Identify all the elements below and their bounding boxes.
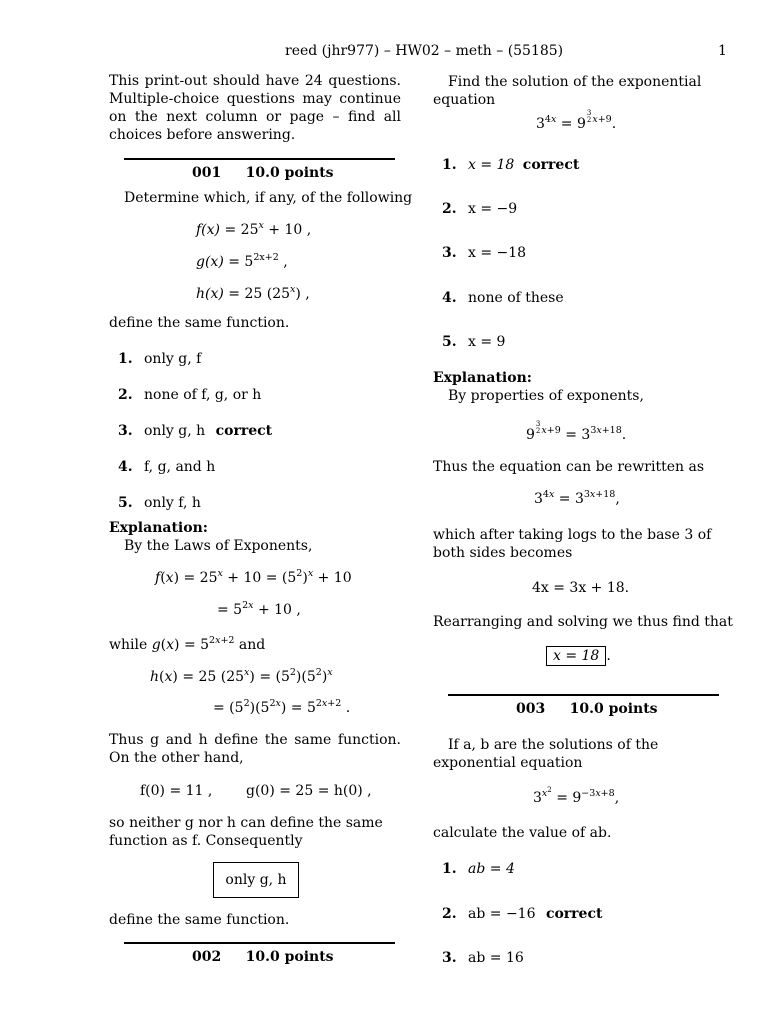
page-header [285, 42, 595, 60]
q2-choice-3[interactable]: 3. x = −18 [442, 245, 527, 261]
q2-heading [192, 948, 392, 966]
q2-prompt: Find the solution of the exponential equation [433, 74, 702, 108]
q3-choice-3[interactable]: 3. ab = 16 [442, 950, 524, 966]
q2-number: 002 [192, 949, 222, 965]
q1-deriv-h-1: h(x) = 25 $(25^x) = (5^2)(5^2)^x$ [150, 667, 333, 685]
q1-neither-text: so neither g nor h can define the same function as f. Consequently [109, 815, 383, 849]
q1-eq-g: $g(x) = 5^{2x+2}$ , [196, 252, 288, 270]
q2-choice-5[interactable]: 5. x = 9 [442, 334, 506, 350]
q3-choice-1[interactable]: 1. ab = 4 [442, 861, 515, 877]
q1-choice-2[interactable]: 2. none of f, g, or h [118, 387, 262, 403]
q3-rule [448, 694, 719, 696]
q1-number: 001 [192, 165, 222, 181]
q1-heading [192, 164, 392, 182]
q1-deriv-h-2: = $(5^2)(5^{2x}) = 5^{2x+2}$ . [213, 698, 351, 716]
q2-equation: $3^{4x} = 9$ $^{3 2 x+9}$. [536, 109, 617, 132]
q3-choice-2[interactable]: 2. ab = −16 correct [442, 906, 603, 922]
q1-explanation-label: Explanation: [109, 520, 208, 536]
q1-values-f0: f(0) = 11 , [140, 783, 213, 799]
q1-while-g: while $g(x) = 5^{2x+2}$ and [109, 635, 266, 653]
q2-exponent-identity: 9 $^{3 2 x+9} = 3^{3x+18}$. [526, 420, 627, 443]
q1-boxed-answer: only g, h [213, 862, 299, 898]
q2-linear-equation: 4x = 3x + 18. [532, 580, 630, 596]
q1-values-g0: g(0) = 25 = h(0) , [246, 783, 372, 799]
intro-text: This print-out should have 24 questions. Multiple-choice questions may continue on the next column or page – find all choices before answering. [109, 73, 401, 143]
q3-calc-text: calculate the value of ab. [433, 825, 612, 841]
q1-thus-text: Thus g and h define the same function. On the other hand, [109, 732, 401, 766]
q3-heading [516, 700, 716, 718]
q2-rearrange-text: Rearranging and solving we thus find that [433, 614, 733, 630]
q2-logs-text: which after taking logs to the base 3 of both sides becomes [433, 527, 712, 561]
q2-explanation-label: Explanation: [433, 370, 532, 386]
q1-eq-h: h(x) = 25 (25$^x$) , [196, 284, 310, 302]
q2-choice-4[interactable]: 4. none of these [442, 290, 564, 306]
q3-points: 10.0 points [569, 701, 658, 717]
q1-final-text: define the same function. [109, 912, 290, 928]
header-text: reed (jhr977) – HW02 – meth – (55185) [285, 43, 564, 59]
q2-explanation-intro: By properties of exponents, [448, 388, 644, 404]
q1-explanation-intro: By the Laws of Exponents, [124, 538, 313, 554]
q2-choice-2[interactable]: 2. x = −9 [442, 201, 518, 217]
q1-choice-5[interactable]: 5. only f, h [118, 495, 201, 511]
q1-eq-f: $f(x) = 25^x + 10$ , [196, 220, 312, 238]
q2-boxed-answer: x = 18 . [546, 646, 611, 666]
q2-choice-1[interactable]: 1. x = 18 correct [442, 157, 580, 173]
page-number: 1 [718, 43, 727, 59]
q1-after-text: define the same function. [109, 315, 290, 331]
correct-marker: correct [522, 157, 580, 173]
q1-deriv-f-1: $f(x) = 25^x + 10 = (5^2)^x + 10$ [155, 568, 352, 586]
q1-points: 10.0 points [245, 165, 334, 181]
q2-rewrite-text: Thus the equation can be rewritten as [433, 459, 705, 475]
q2-points: 10.0 points [245, 949, 334, 965]
q1-rule [124, 158, 395, 160]
q3-number: 003 [516, 701, 546, 717]
q2-rule [124, 942, 395, 944]
correct-marker: correct [215, 423, 273, 439]
q1-deriv-f-2: = $5^{2x} + 10$ , [217, 600, 301, 618]
q1-choice-1[interactable]: 1. only g, f [118, 351, 202, 367]
q1-choice-4[interactable]: 4. f, g, and h [118, 459, 216, 475]
q1-choice-3[interactable]: 3. only g, h correct [118, 423, 273, 439]
q2-rewritten-equation: $3^{4x} = 3^{3x+18}$, [534, 489, 620, 507]
q3-prompt: If a, b are the solutions of the exponential equation [433, 737, 659, 771]
correct-marker: correct [545, 906, 603, 922]
q1-prompt: Determine which, if any, of the following [124, 190, 413, 206]
q3-equation: $3^{x^2} = 9^{-3x+8}$, [533, 786, 620, 806]
